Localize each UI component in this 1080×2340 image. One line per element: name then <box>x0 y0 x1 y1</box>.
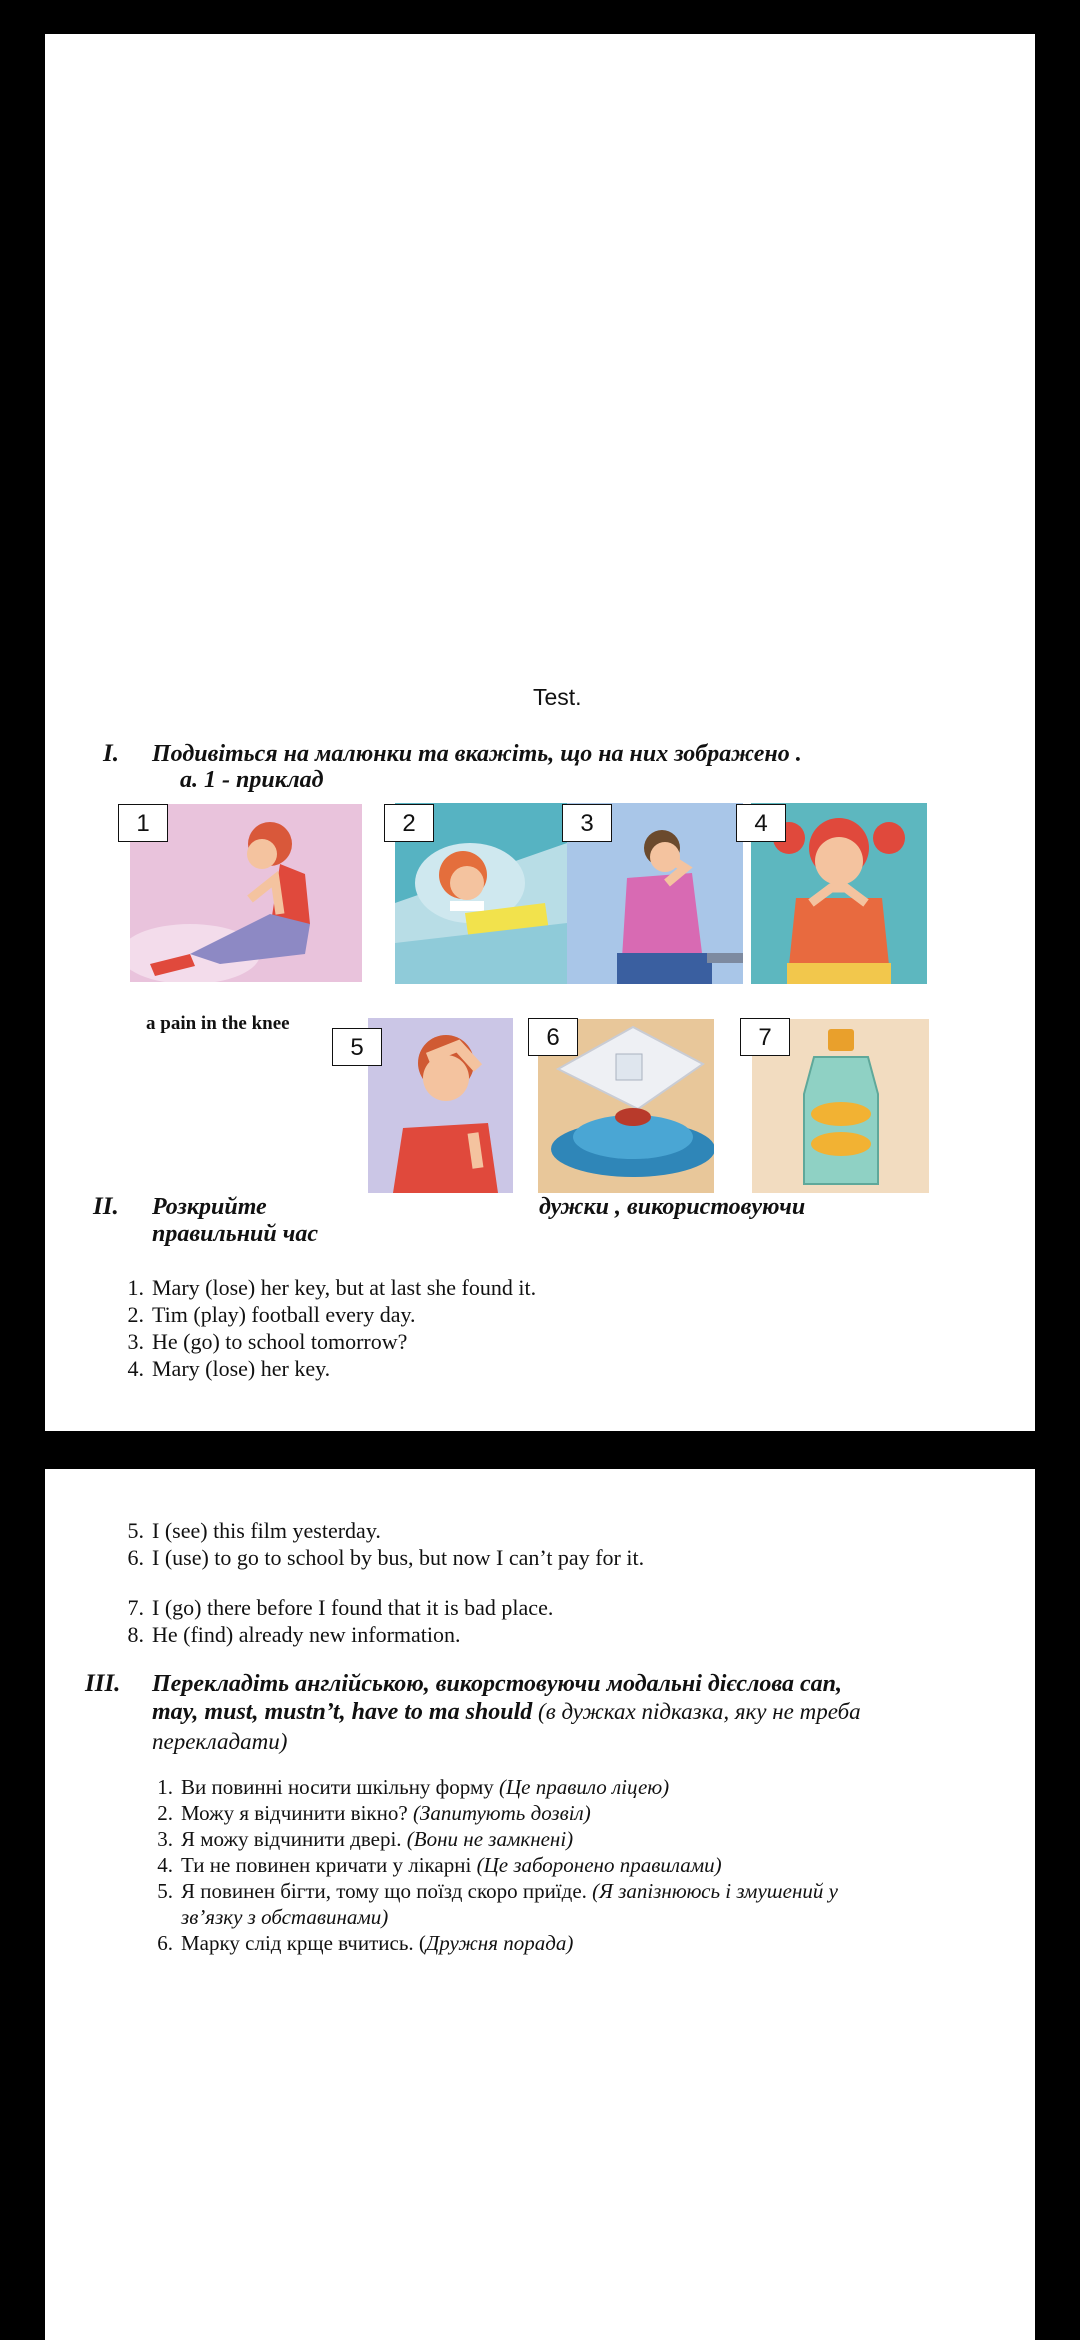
list-item: 7. I (go) there before I found that it is bad place. <box>127 1595 554 1620</box>
section-2-heading-part1: Розкрийте <box>152 1194 267 1220</box>
picture-number-1: 1 <box>118 804 168 842</box>
picture-number-6: 6 <box>528 1018 578 1056</box>
list-item: 3. Я можу відчинити двері. (Вони не замкнені) <box>157 1827 574 1851</box>
section-2-list-page2a <box>114 1517 644 1571</box>
section-2-heading-part3: правильний час <box>152 1221 318 1247</box>
picture-number-7: 7 <box>740 1018 790 1056</box>
list-item: 6. I (use) to go to school by bus, but now I can’t pay for it. <box>127 1545 645 1570</box>
section-2-list-page2b <box>114 1594 553 1648</box>
list-item: 5. I (see) this film yesterday. <box>127 1518 381 1543</box>
section-1-example: a. 1 - приклад <box>180 767 324 793</box>
picture-number-3: 3 <box>562 804 612 842</box>
document-page-1 <box>45 34 1035 1431</box>
section-1-heading: Подивіться на малюнки та вкажіть, що на них зображено . <box>152 741 802 767</box>
list-item: 6. Марку слід крще вчитись. (Дружня порада) <box>157 1931 574 1955</box>
section-3-list <box>143 1774 1023 1956</box>
list-item: 2. Tim (play) football every day. <box>127 1302 416 1327</box>
picture-number-2: 2 <box>384 804 434 842</box>
list-item-continuation: зв’язку з обставинами) <box>181 1905 389 1929</box>
section-2-number: II. <box>93 1193 119 1220</box>
picture-number-5: 5 <box>332 1028 382 1066</box>
section-2-heading-part2: дужки , використовуючи <box>539 1194 806 1220</box>
document-page-2 <box>45 1469 1035 2340</box>
list-item: 4. Mary (lose) her key. <box>127 1356 331 1381</box>
section-3-heading <box>152 1670 1002 1755</box>
section-3-number: III. <box>85 1670 121 1697</box>
picture-number-4: 4 <box>736 804 786 842</box>
list-item: 4. Ти не повинен кричати у лікарні (Це заборонено правилами) <box>157 1853 722 1877</box>
section-1-number: I. <box>103 740 119 767</box>
section-3-heading-line3: перекладати) <box>152 1729 288 1754</box>
test-title: Test. <box>533 684 582 710</box>
section-3-heading-line1: Перекладіть англійською, викорстовуючи модальні дієслова can, <box>152 1671 842 1697</box>
example-caption: a pain in the knee <box>146 1013 290 1034</box>
list-item: 5. Я повинен бігти, тому що поїзд скоро приїде. (Я запізнююсь і змушений у <box>157 1879 838 1903</box>
list-item: 1. Mary (lose) her key, but at last she found it. <box>127 1275 537 1300</box>
list-item: 3. He (go) to school tomorrow? <box>127 1329 408 1354</box>
list-item: 1. Ви повинні носити шкільну форму (Це правило ліцею) <box>157 1775 670 1799</box>
list-item: 8. He (find) already new information. <box>127 1622 461 1647</box>
picture-headache <box>368 1018 513 1193</box>
section-2-list-page1 <box>114 1274 536 1382</box>
section-3-heading-line2: may, must, mustn’t, have to та should (в дужках підказка, яку не треба <box>152 1699 861 1725</box>
list-item: 2. Можу я відчинити вікно? (Запитують дозвіл) <box>157 1801 591 1825</box>
